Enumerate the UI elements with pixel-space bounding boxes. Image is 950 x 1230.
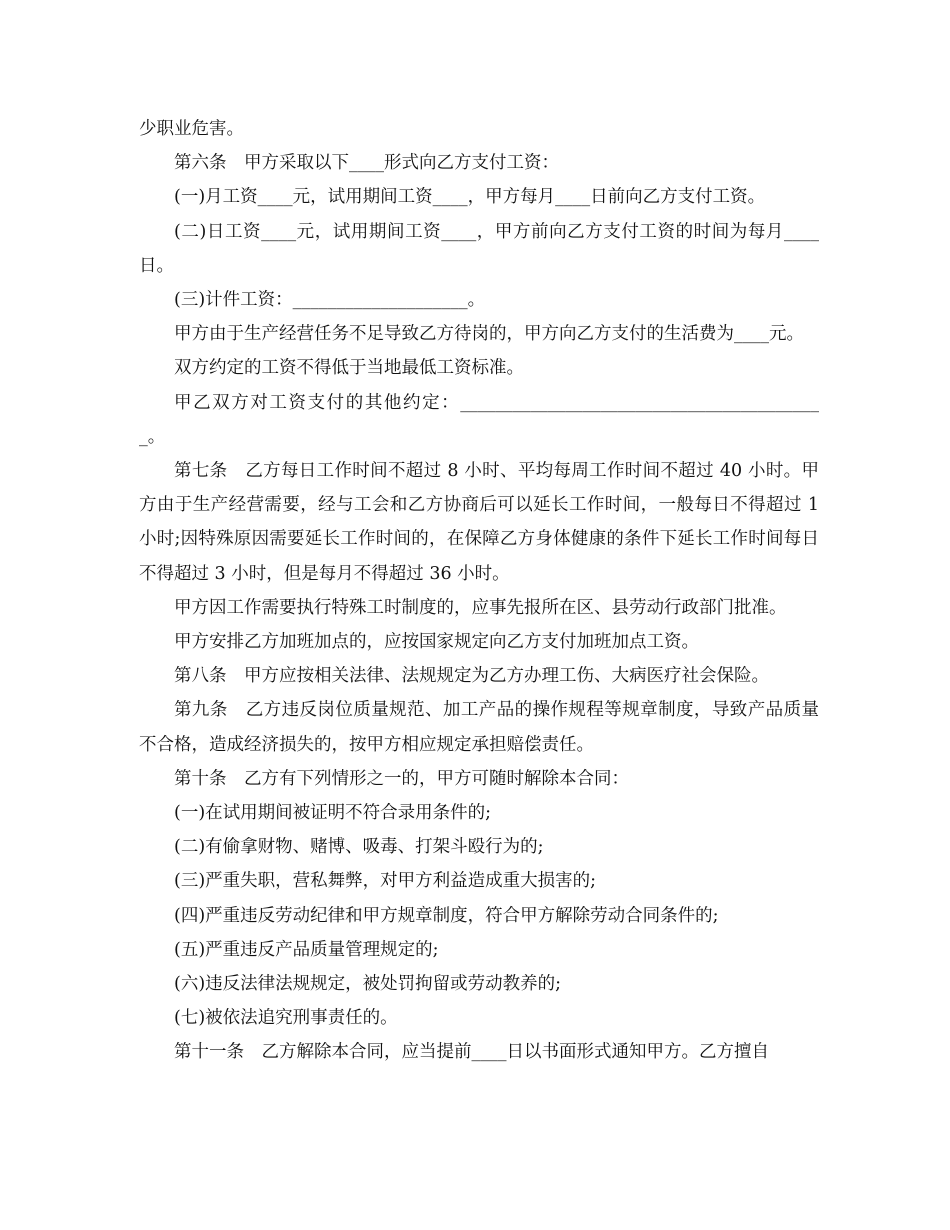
paragraph-other-wage-terms: 甲乙双方对工资支付的其他约定：__________________________________________。	[139, 392, 819, 447]
list-item-10-6: (六)违反法律法规规定，被处罚拘留或劳动教养的;	[174, 974, 562, 995]
list-item-10-5: (五)严重违反产品质量管理规定的;	[174, 939, 439, 960]
paragraph-article-7: 第七条 乙方每日工作时间不超过 8 小时、平均每周工作时间不超过 40 小时。甲方由于生产经营需要，经与工会和乙方协商后可以延长工作时间，一般每日不得超过 1 小时;因特殊原因需要延长工作时间的，在保障乙方身体健康的条件下延长工作时间每日不得超过 3 小时，但是每月不得超过 36 小时。	[139, 461, 819, 584]
paragraph-monthly-wage: (一)月工资____元，试用期间工资____，甲方每月____日前向乙方支付工资。	[174, 187, 766, 208]
paragraph-fragment-occupational-hazard: 少职业危害。	[139, 119, 244, 139]
paragraph-article-9: 第九条 乙方违反岗位质量规范、加工产品的操作规程等规章制度，导致产品质量不合格，造成经济损失的，按甲方相应规定承担赔偿责任。	[139, 700, 819, 755]
paragraph-special-hours: 甲方因工作需要执行特殊工时制度的，应事先报所在区、县劳动行政部门批准。	[174, 597, 787, 618]
paragraph-minimum-wage: 双方约定的工资不得低于当地最低工资标准。	[174, 358, 524, 379]
list-item-10-7: (七)被依法追究刑事责任的。	[174, 1008, 398, 1029]
paragraph-article-6: 第六条 甲方采取以下____形式向乙方支付工资：	[174, 153, 559, 174]
paragraph-article-11: 第十一条 乙方解除本合同，应当提前____日以书面形式通知甲方。乙方擅自	[174, 1042, 769, 1063]
paragraph-daily-wage: (二)日工资____元，试用期间工资____，甲方前向乙方支付工资的时间为每月____日。	[139, 221, 819, 276]
list-item-10-1: (一)在试用期间被证明不符合录用条件的;	[174, 803, 492, 824]
paragraph-overtime-pay: 甲方安排乙方加班加点的，应按国家规定向乙方支付加班加点工资。	[174, 632, 699, 653]
list-item-10-4: (四)严重违反劳动纪律和甲方规章制度，符合甲方解除劳动合同条件的;	[174, 905, 719, 926]
paragraph-article-10: 第十条 乙方有下列情形之一的，甲方可随时解除本合同：	[174, 768, 629, 789]
list-item-10-2: (二)有偷拿财物、赌博、吸毒、打架斗殴行为的;	[174, 837, 544, 858]
paragraph-living-allowance: 甲方由于生产经营任务不足导致乙方待岗的，甲方向乙方支付的生活费为____元。	[174, 324, 804, 345]
list-item-10-3: (三)严重失职，营私舞弊，对甲方利益造成重大损害的;	[174, 871, 597, 892]
paragraph-article-8: 第八条 甲方应按相关法律、法规规定为乙方办理工伤、大病医疗社会保险。	[174, 666, 769, 687]
document-body	[139, 112, 819, 1070]
paragraph-piece-wage: (三)计件工资：____________________。	[174, 290, 486, 311]
